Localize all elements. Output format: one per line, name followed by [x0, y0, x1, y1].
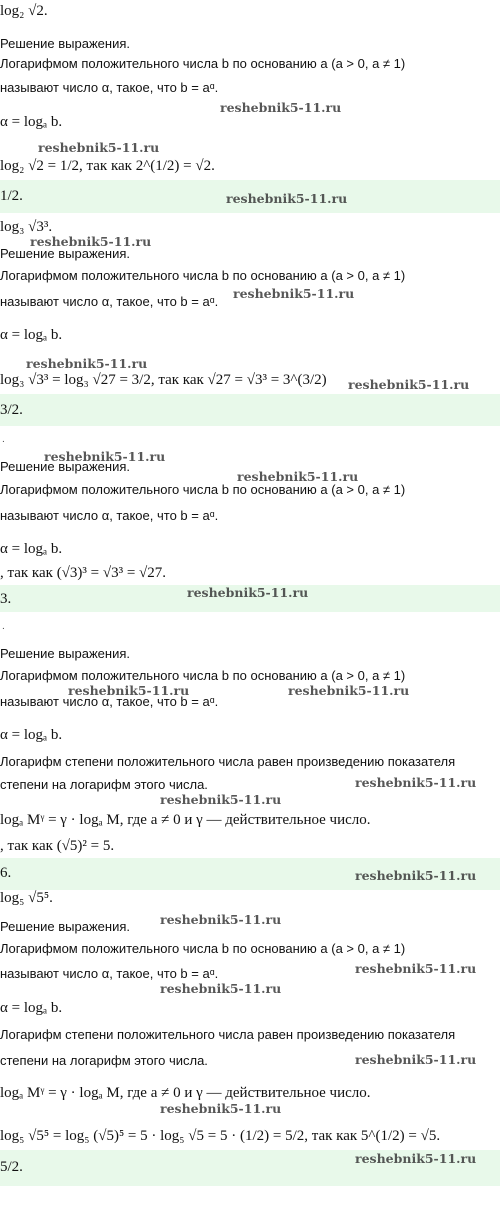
task2-answer-box [0, 394, 500, 426]
watermark: reshebnik5-11.ru [237, 469, 359, 484]
task4-answer: 6. [0, 865, 12, 881]
task4-definition-line1: Логарифмом положительного числа b по основанию a (a > 0, a ≠ 1) [0, 668, 406, 683]
task4-power-rule-formula: logₐ Mᵞ = γ · logₐ M, где a ≠ 0 и γ — действительное число. [0, 812, 371, 828]
task4-alpha-equation: α = logₐ b. [0, 727, 63, 743]
task3-answer: 3. [0, 591, 12, 607]
task5-power-rule-formula: logₐ Mᵞ = γ · logₐ M, где a ≠ 0 и γ — действительное число. [0, 1085, 371, 1101]
watermark: reshebnik5-11.ru [288, 683, 410, 698]
task4-power-rule-line2: степени на логарифм этого числа. [0, 777, 208, 792]
watermark: reshebnik5-11.ru [220, 100, 342, 115]
task3-expression: . [2, 434, 5, 445]
task2-answer: 3/2. [0, 402, 23, 418]
task4-expression: . [2, 621, 5, 632]
task3-definition-line2: называют число α, такое, что b = aᵅ. [0, 508, 219, 523]
task5-answer: 5/2. [0, 1159, 23, 1175]
watermark: reshebnik5-11.ru [160, 912, 282, 927]
task2-definition-line2: называют число α, такое, что b = aᵅ. [0, 294, 219, 309]
task1-expression: log₂ √2. [0, 3, 48, 19]
task5-heading: Решение выражения. [0, 919, 130, 934]
task5-power-rule-line2: степени на логарифм этого числа. [0, 1053, 208, 1068]
task2-solution: log₃ √3³ = log₃ √27 = 3/2, так как √27 = √3³ = 3^(3/2) [0, 372, 327, 388]
task4-power-rule-line1: Логарифм степени положительного числа равен произведению показателя [0, 754, 456, 769]
watermark: reshebnik5-11.ru [355, 1052, 477, 1067]
watermark: reshebnik5-11.ru [44, 449, 166, 464]
task5-answer-box [0, 1150, 500, 1186]
task5-expression: log₅ √5⁵. [0, 890, 53, 906]
task1-solution: log₂ √2 = 1/2, так как 2^(1/2) = √2. [0, 158, 215, 174]
task1-heading: Решение выражения. [0, 36, 130, 51]
task5-power-rule-line1: Логарифм степени положительного числа равен произведению показателя [0, 1027, 456, 1042]
watermark: reshebnik5-11.ru [355, 1151, 477, 1166]
task2-heading: Решение выражения. [0, 246, 130, 261]
task3-heading: Решение выражения. [0, 459, 130, 474]
watermark: reshebnik5-11.ru [160, 1101, 282, 1116]
task2-definition-line1: Логарифмом положительного числа b по основанию a (a > 0, a ≠ 1) [0, 268, 406, 283]
task3-answer-box [0, 585, 500, 612]
watermark: reshebnik5-11.ru [30, 234, 152, 249]
watermark: reshebnik5-11.ru [160, 792, 282, 807]
task1-definition-line1: Логарифмом положительного числа b по основанию a (a > 0, a ≠ 1) [0, 56, 406, 71]
task3-definition-line1: Логарифмом положительного числа b по основанию a (a > 0, a ≠ 1) [0, 482, 406, 497]
watermark: reshebnik5-11.ru [38, 140, 160, 155]
task5-solution: log₅ √5⁵ = log₅ (√5)⁵ = 5 · log₅ √5 = 5 · (1/2) = 5/2, так как 5^(1/2) = √5. [0, 1128, 441, 1144]
watermark: reshebnik5-11.ru [348, 377, 470, 392]
watermark: reshebnik5-11.ru [160, 981, 282, 996]
task3-solution: , так как (√3)³ = √3³ = √27. [0, 565, 167, 581]
task5-alpha-equation: α = logₐ b. [0, 1000, 63, 1016]
task2-alpha-equation: α = logₐ b. [0, 327, 63, 343]
watermark: reshebnik5-11.ru [233, 286, 355, 301]
task4-definition-line2: называют число α, такое, что b = aᵅ. [0, 694, 219, 709]
task4-heading: Решение выражения. [0, 646, 130, 661]
task1-answer-box [0, 180, 500, 213]
watermark: reshebnik5-11.ru [68, 683, 190, 698]
watermark: reshebnik5-11.ru [355, 868, 477, 883]
task4-answer-box [0, 858, 500, 890]
watermark: reshebnik5-11.ru [187, 585, 309, 600]
task4-solution: , так как (√5)² = 5. [0, 838, 115, 854]
task1-alpha-equation: α = logₐ b. [0, 114, 63, 130]
task5-definition-line1: Логарифмом положительного числа b по основанию a (a > 0, a ≠ 1) [0, 941, 406, 956]
watermark: reshebnik5-11.ru [226, 191, 348, 206]
watermark: reshebnik5-11.ru [26, 356, 148, 371]
task2-expression: log₃ √3³. [0, 219, 53, 235]
watermark: reshebnik5-11.ru [355, 775, 477, 790]
task3-alpha-equation: α = logₐ b. [0, 541, 63, 557]
watermark: reshebnik5-11.ru [355, 961, 477, 976]
task1-answer: 1/2. [0, 188, 23, 204]
task1-definition-line2: называют число α, такое, что b = aᵅ. [0, 80, 219, 95]
task5-definition-line2: называют число α, такое, что b = aᵅ. [0, 966, 219, 981]
